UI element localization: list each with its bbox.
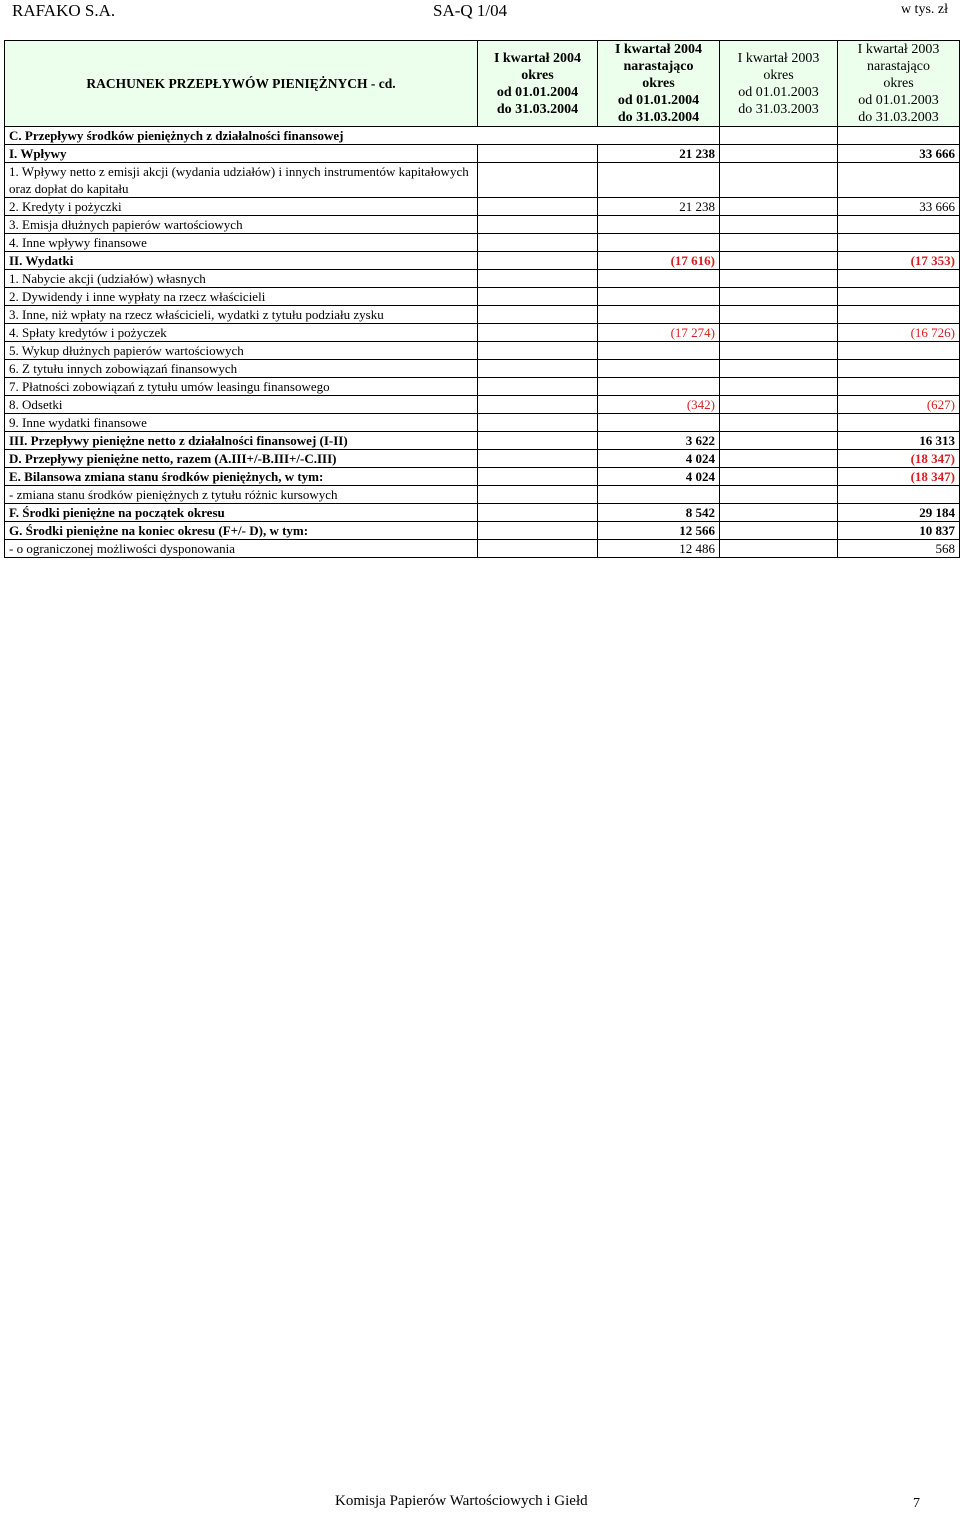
empty-cell: [720, 504, 838, 522]
value-q1-2004-cumulative: [598, 288, 720, 306]
empty-cell: [478, 540, 598, 558]
value-q1-2004-cumulative: (17 616): [598, 252, 720, 270]
value-q1-2004-cumulative: (17 274): [598, 324, 720, 342]
value-q1-2003-cumulative: [838, 216, 960, 234]
row-label: 3. Inne, niż wpłaty na rzecz właścicieli, wydatki z tytułu podziału zysku: [5, 306, 478, 324]
empty-cell: [478, 270, 598, 288]
row-label: - o ograniczonej możliwości dysponowania: [5, 540, 478, 558]
table-row: [5, 396, 960, 414]
table-row: [5, 288, 960, 306]
column-header-line: od 01.01.2003: [858, 93, 939, 108]
empty-cell: [720, 216, 838, 234]
value-q1-2003-cumulative: (18 347): [838, 468, 960, 486]
row-label: - zmiana stanu środków pieniężnych z tytułu różnic kursowych: [5, 486, 478, 504]
row-label: G. Środki pieniężne na koniec okresu (F+/- D), w tym:: [5, 522, 478, 540]
value-q1-2003-cumulative: [838, 270, 960, 288]
row-label: 2. Dywidendy i inne wypłaty na rzecz właścicieli: [5, 288, 478, 306]
column-header-line: I kwartał 2003: [737, 50, 820, 66]
value-q1-2004-cumulative: 3 622: [598, 432, 720, 450]
column-header-q1-2004: [478, 41, 598, 127]
empty-cell: [720, 540, 838, 558]
table-row: [5, 198, 960, 216]
value-q1-2003-cumulative: (627): [838, 396, 960, 414]
column-header-line: I kwartał 2004: [493, 50, 582, 66]
table-title: RACHUNEK PRZEPŁYWÓW PIENIĘŻNYCH - cd.: [5, 41, 478, 127]
value-q1-2004-cumulative: [598, 234, 720, 252]
column-header-q1-2003-cumulative: [838, 41, 960, 127]
table-row: [5, 234, 960, 252]
value-q1-2003-cumulative: (17 353): [838, 252, 960, 270]
value-q1-2004-cumulative: 21 238: [598, 145, 720, 163]
empty-cell: [720, 306, 838, 324]
empty-cell: [478, 234, 598, 252]
column-header-line: narastająco: [623, 59, 694, 74]
value-q1-2004-cumulative: [598, 360, 720, 378]
value-q1-2003-cumulative: 33 666: [838, 145, 960, 163]
empty-cell: [478, 504, 598, 522]
value-q1-2003-cumulative: 33 666: [838, 198, 960, 216]
value-q1-2003-cumulative: [838, 234, 960, 252]
page-number: 7: [913, 1496, 920, 1511]
empty-cell: [478, 450, 598, 468]
empty-cell: [478, 324, 598, 342]
empty-cell: [720, 163, 838, 198]
value-q1-2003-cumulative: 568: [838, 540, 960, 558]
row-label: D. Przepływy pieniężne netto, razem (A.III+/-B.III+/-C.III): [5, 450, 478, 468]
column-header-line: okres: [883, 76, 914, 91]
empty-cell: [838, 127, 960, 145]
value-q1-2003-cumulative: (16 726): [838, 324, 960, 342]
empty-cell: [720, 145, 838, 163]
units-label: w tys. zł: [900, 2, 948, 17]
empty-cell: [478, 378, 598, 396]
value-q1-2003-cumulative: [838, 378, 960, 396]
table-row: [5, 306, 960, 324]
value-q1-2003-cumulative: [838, 360, 960, 378]
row-label: II. Wydatki: [5, 252, 478, 270]
empty-cell: [720, 270, 838, 288]
row-label: 7. Płatności zobowiązań z tytułu umów leasingu finansowego: [5, 378, 478, 396]
column-header-q1-2003: [720, 41, 838, 127]
table-row: [5, 216, 960, 234]
value-q1-2004-cumulative: [598, 414, 720, 432]
page-header: [0, 0, 960, 24]
footer-commission: Komisja Papierów Wartościowych i Giełd: [335, 1493, 588, 1509]
empty-cell: [478, 306, 598, 324]
value-q1-2004-cumulative: (342): [598, 396, 720, 414]
row-label: 3. Emisja dłużnych papierów wartościowych: [5, 216, 478, 234]
empty-cell: [720, 468, 838, 486]
column-header-line: do 31.03.2004: [496, 101, 579, 117]
table-row: [5, 324, 960, 342]
empty-cell: [478, 198, 598, 216]
value-q1-2004-cumulative: [598, 306, 720, 324]
empty-cell: [720, 198, 838, 216]
column-header-line: okres: [642, 76, 675, 91]
empty-cell: [720, 252, 838, 270]
empty-cell: [720, 127, 838, 145]
table-row: [5, 486, 960, 504]
empty-cell: [720, 288, 838, 306]
row-label: I. Wpływy: [5, 145, 478, 163]
empty-cell: [720, 360, 838, 378]
empty-cell: [720, 486, 838, 504]
value-q1-2003-cumulative: (18 347): [838, 450, 960, 468]
table-row: [5, 378, 960, 396]
column-header-line: od 01.01.2004: [617, 93, 700, 108]
value-q1-2003-cumulative: [838, 486, 960, 504]
column-header-line: do 31.03.2003: [738, 101, 819, 117]
value-q1-2003-cumulative: [838, 342, 960, 360]
value-q1-2003-cumulative: [838, 306, 960, 324]
column-header-line: I kwartał 2003: [857, 42, 940, 57]
row-label: 1. Wpływy netto z emisji akcji (wydania udziałów) i innych instrumentów kapitałowych oraz dopłat do kapitału: [5, 163, 478, 198]
row-label: 5. Wykup dłużnych papierów wartościowych: [5, 342, 478, 360]
empty-cell: [478, 216, 598, 234]
column-header-q1-2004-cumulative: [598, 41, 720, 127]
row-label: 6. Z tytułu innych zobowiązań finansowych: [5, 360, 478, 378]
value-q1-2004-cumulative: 12 486: [598, 540, 720, 558]
table-row: [5, 342, 960, 360]
section-row: [5, 127, 960, 145]
column-header-line: do 31.03.2004: [617, 110, 700, 125]
section-title: C. Przepływy środków pieniężnych z działalności finansowej: [5, 127, 720, 145]
table-row: [5, 450, 960, 468]
value-q1-2004-cumulative: [598, 378, 720, 396]
table-row: [5, 432, 960, 450]
report-code: SA-Q 1/04: [433, 1, 508, 20]
table-row: [5, 252, 960, 270]
value-q1-2004-cumulative: [598, 270, 720, 288]
empty-cell: [478, 432, 598, 450]
column-header-line: okres: [763, 67, 794, 83]
row-label: 4. Spłaty kredytów i pożyczek: [5, 324, 478, 342]
table-row: [5, 145, 960, 163]
value-q1-2003-cumulative: [838, 163, 960, 198]
row-label: 9. Inne wydatki finansowe: [5, 414, 478, 432]
table-header-row: [5, 41, 960, 127]
empty-cell: [720, 432, 838, 450]
table-row: [5, 163, 960, 198]
row-label: E. Bilansowa zmiana stanu środków pieniężnych, w tym:: [5, 468, 478, 486]
row-label: III. Przepływy pieniężne netto z działalności finansowej (I-II): [5, 432, 478, 450]
value-q1-2003-cumulative: [838, 414, 960, 432]
empty-cell: [478, 396, 598, 414]
empty-cell: [478, 486, 598, 504]
row-label: 4. Inne wpływy finansowe: [5, 234, 478, 252]
value-q1-2003-cumulative: 16 313: [838, 432, 960, 450]
value-q1-2004-cumulative: 21 238: [598, 198, 720, 216]
column-header-line: okres: [521, 67, 554, 83]
value-q1-2003-cumulative: 29 184: [838, 504, 960, 522]
value-q1-2003-cumulative: [838, 288, 960, 306]
empty-cell: [720, 522, 838, 540]
value-q1-2004-cumulative: [598, 163, 720, 198]
empty-cell: [720, 414, 838, 432]
value-q1-2004-cumulative: [598, 216, 720, 234]
value-q1-2004-cumulative: 8 542: [598, 504, 720, 522]
column-header-line: I kwartał 2004: [614, 42, 703, 57]
empty-cell: [720, 324, 838, 342]
empty-cell: [478, 145, 598, 163]
empty-cell: [478, 163, 598, 198]
empty-cell: [478, 342, 598, 360]
value-q1-2004-cumulative: [598, 342, 720, 360]
empty-cell: [478, 252, 598, 270]
empty-cell: [478, 288, 598, 306]
empty-cell: [720, 396, 838, 414]
table-row: [5, 414, 960, 432]
table-row: [5, 504, 960, 522]
column-header-line: do 31.03.2003: [858, 110, 939, 125]
company-name: RAFAKO S.A.: [12, 1, 116, 20]
table-row: [5, 360, 960, 378]
value-q1-2004-cumulative: 12 566: [598, 522, 720, 540]
table-row: [5, 468, 960, 486]
table-row: [5, 540, 960, 558]
value-q1-2004-cumulative: [598, 486, 720, 504]
empty-cell: [478, 360, 598, 378]
column-header-line: od 01.01.2004: [496, 84, 579, 100]
value-q1-2004-cumulative: 4 024: [598, 450, 720, 468]
row-label: 1. Nabycie akcji (udziałów) własnych: [5, 270, 478, 288]
empty-cell: [478, 414, 598, 432]
empty-cell: [720, 234, 838, 252]
empty-cell: [720, 450, 838, 468]
column-header-line: narastająco: [867, 59, 930, 74]
table-row: [5, 270, 960, 288]
row-label: 2. Kredyty i pożyczki: [5, 198, 478, 216]
empty-cell: [720, 378, 838, 396]
empty-cell: [478, 522, 598, 540]
empty-cell: [720, 342, 838, 360]
value-q1-2004-cumulative: 4 024: [598, 468, 720, 486]
value-q1-2003-cumulative: 10 837: [838, 522, 960, 540]
empty-cell: [478, 468, 598, 486]
row-label: F. Środki pieniężne na początek okresu: [5, 504, 478, 522]
table-row: [5, 522, 960, 540]
row-label: 8. Odsetki: [5, 396, 478, 414]
cash-flow-table: [4, 40, 960, 558]
column-header-line: od 01.01.2003: [738, 84, 819, 100]
